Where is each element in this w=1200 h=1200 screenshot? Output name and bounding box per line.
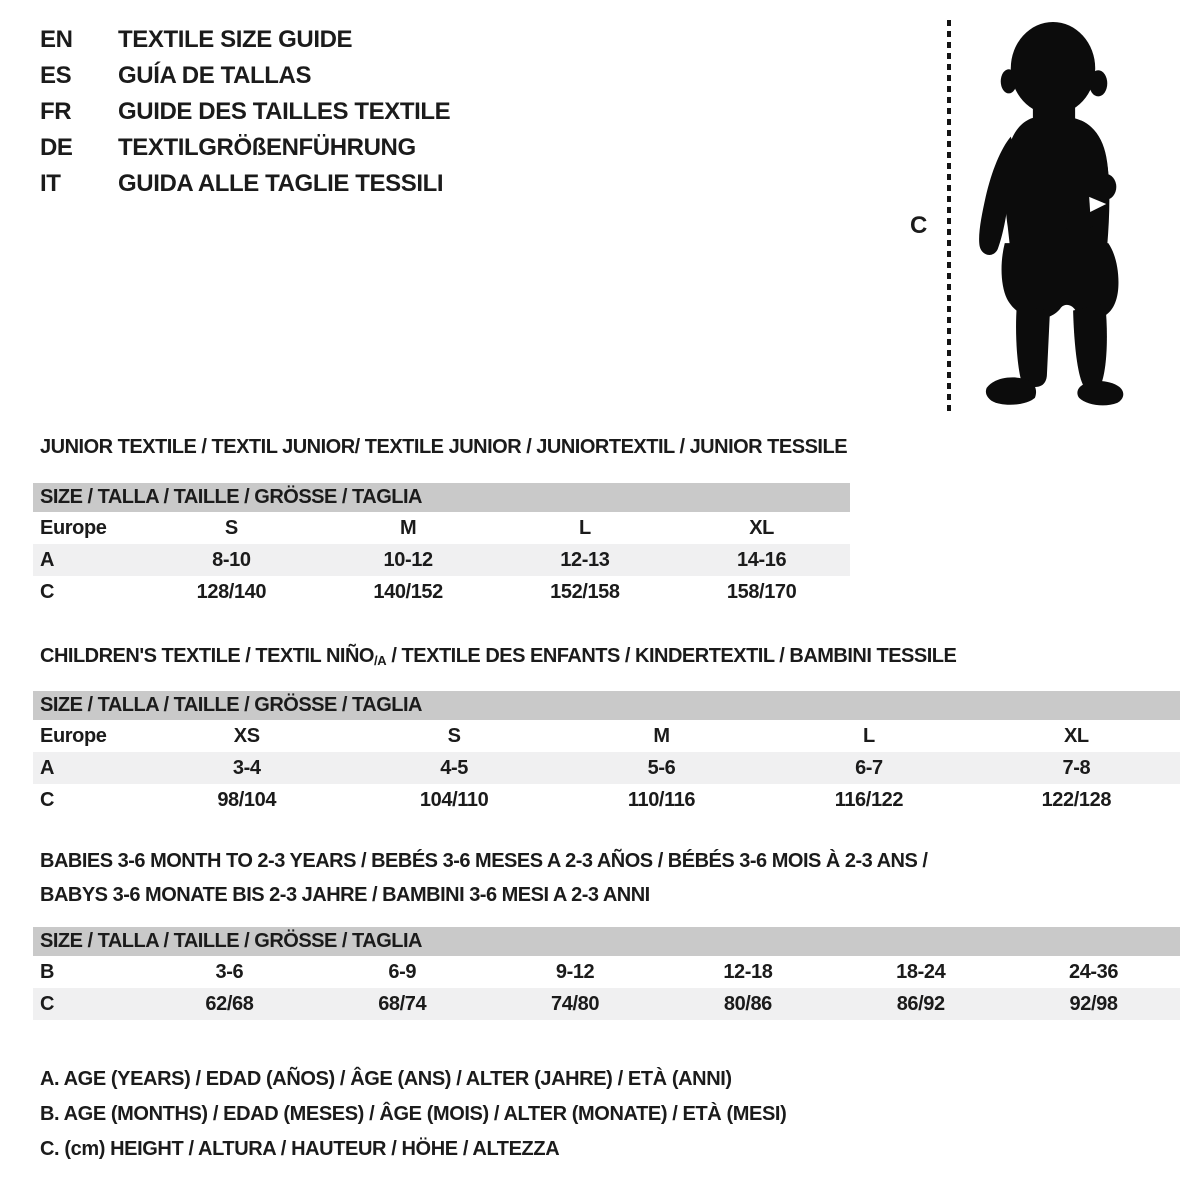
language-label: TEXTILE SIZE GUIDE xyxy=(118,26,353,53)
height-cell: 140/152 xyxy=(373,580,443,603)
language-row-es xyxy=(40,58,450,94)
size-cell: M xyxy=(399,516,417,539)
age-cell: 6-7 xyxy=(855,756,883,779)
age-cell: 8-10 xyxy=(212,548,251,571)
children-title-prefix: CHILDREN'S TEXTILE / TEXTIL NIÑO xyxy=(40,645,374,667)
age-cell: 12-13 xyxy=(560,548,610,571)
language-row-it xyxy=(40,166,450,202)
row-label: A xyxy=(40,756,55,779)
language-label: GUIDE DES TAILLES TEXTILE xyxy=(118,98,451,125)
height-cell: 68/74 xyxy=(378,992,427,1015)
babies-section-title xyxy=(40,850,927,918)
babies-title-line1: BABIES 3-6 MONTH TO 2-3 YEARS / BEBÉS 3-6 MESES A 2-3 AÑOS / BÉBÉS 3-6 MOIS À 2-3 ANS / xyxy=(40,850,928,872)
size-cell: XL xyxy=(1063,724,1089,747)
junior-section-title: JUNIOR TEXTILE / TEXTIL JUNIOR/ TEXTILE JUNIOR / JUNIORTEXTIL / JUNIOR TESSILE xyxy=(40,436,848,458)
language-label: GUIDA ALLE TAGLIE TESSILI xyxy=(118,170,444,197)
height-cell: 98/104 xyxy=(217,788,277,811)
row-label: C xyxy=(40,992,55,1015)
row-label: A xyxy=(40,548,55,571)
age-cell: 12-18 xyxy=(723,960,773,983)
table-row-age xyxy=(33,544,850,576)
age-cell: 14-16 xyxy=(737,548,787,571)
language-code: ES xyxy=(40,62,72,89)
height-cell: 158/170 xyxy=(726,580,797,603)
size-header-bar: SIZE / TALLA / TAILLE / GRÖSSE / TAGLIA xyxy=(33,691,1180,720)
height-measure-label: C xyxy=(910,212,927,239)
height-cell: 80/86 xyxy=(723,992,772,1015)
height-cell: 152/158 xyxy=(550,580,620,603)
row-label: C xyxy=(40,788,55,811)
language-label: GUÍA DE TALLAS xyxy=(118,62,312,89)
language-code: DE xyxy=(40,134,73,161)
junior-size-table xyxy=(33,483,850,608)
height-cell: 74/80 xyxy=(551,992,600,1015)
age-cell: 9-12 xyxy=(555,960,595,983)
table-row-europe xyxy=(33,512,850,544)
toddler-silhouette-icon xyxy=(966,14,1142,416)
language-row-de xyxy=(40,130,450,166)
size-cell: XL xyxy=(749,516,774,539)
language-row-fr xyxy=(40,94,450,130)
size-cell: L xyxy=(578,516,591,539)
height-cell: 92/98 xyxy=(1069,992,1118,1015)
table-row-height xyxy=(33,988,1180,1020)
age-cell: 24-36 xyxy=(1068,960,1119,983)
height-cell: 110/116 xyxy=(627,788,696,811)
table-row-height xyxy=(33,784,1180,816)
age-cell: 6-9 xyxy=(388,960,417,983)
size-header-bar: SIZE / TALLA / TAILLE / GRÖSSE / TAGLIA xyxy=(33,483,850,512)
age-cell: 18-24 xyxy=(896,960,946,983)
children-title-suffix: / TEXTILE DES ENFANTS / KINDERTEXTIL / BAMBINI TESSILE xyxy=(386,645,957,667)
size-cell: S xyxy=(447,724,461,747)
row-label: Europe xyxy=(40,516,107,539)
babies-size-table xyxy=(33,927,1180,1020)
language-list xyxy=(40,22,450,202)
babies-title-line2: BABYS 3-6 MONATE BIS 2-3 JAHRE / BAMBINI 3-6 MESI A 2-3 ANNI xyxy=(40,884,650,906)
age-cell: 5-6 xyxy=(647,756,676,779)
age-cell: 3-4 xyxy=(232,756,261,779)
legend-line-c: C. (cm) HEIGHT / ALTURA / HAUTEUR / HÖHE / ALTEZZA xyxy=(40,1138,560,1160)
height-cell: 104/110 xyxy=(419,788,489,811)
measure-legend xyxy=(40,1062,786,1167)
height-cell: 128/140 xyxy=(196,580,267,603)
size-cell: S xyxy=(224,516,238,539)
table-row-age-months xyxy=(33,956,1180,988)
row-label: C xyxy=(40,580,55,603)
height-cell: 86/92 xyxy=(896,992,945,1015)
language-code: EN xyxy=(40,26,73,53)
age-cell: 3-6 xyxy=(215,960,244,983)
legend-line-a: A. AGE (YEARS) / EDAD (AÑOS) / ÂGE (ANS) / ALTER (JAHRE) / ETÀ (ANNI) xyxy=(40,1068,732,1090)
size-cell: XS xyxy=(233,724,260,747)
height-dashed-line-icon xyxy=(947,20,951,414)
age-cell: 4-5 xyxy=(440,756,468,779)
children-size-table xyxy=(33,691,1180,816)
row-label: Europe xyxy=(40,724,107,747)
height-cell: 62/68 xyxy=(205,992,254,1015)
size-header-bar: SIZE / TALLA / TAILLE / GRÖSSE / TAGLIA xyxy=(33,927,1180,956)
table-row-age xyxy=(33,752,1180,784)
legend-line-b: B. AGE (MONTHS) / EDAD (MESES) / ÂGE (MOIS) / ALTER (MONATE) / ETÀ (MESI) xyxy=(40,1103,787,1125)
language-row-en xyxy=(40,22,450,58)
table-row-height xyxy=(33,576,850,608)
height-cell: 122/128 xyxy=(1041,788,1112,811)
language-label: TEXTILGRÖßENFÜHRUNG xyxy=(118,134,416,161)
children-title-sub: /A xyxy=(373,653,387,668)
language-code: FR xyxy=(40,98,72,125)
row-label: B xyxy=(40,960,55,983)
children-section-title xyxy=(40,645,956,668)
size-cell: M xyxy=(653,724,670,747)
age-cell: 7-8 xyxy=(1062,756,1091,779)
language-code: IT xyxy=(40,170,61,197)
size-cell: L xyxy=(863,724,875,747)
height-cell: 116/122 xyxy=(834,788,904,811)
table-row-europe xyxy=(33,720,1180,752)
age-cell: 10-12 xyxy=(383,548,433,571)
